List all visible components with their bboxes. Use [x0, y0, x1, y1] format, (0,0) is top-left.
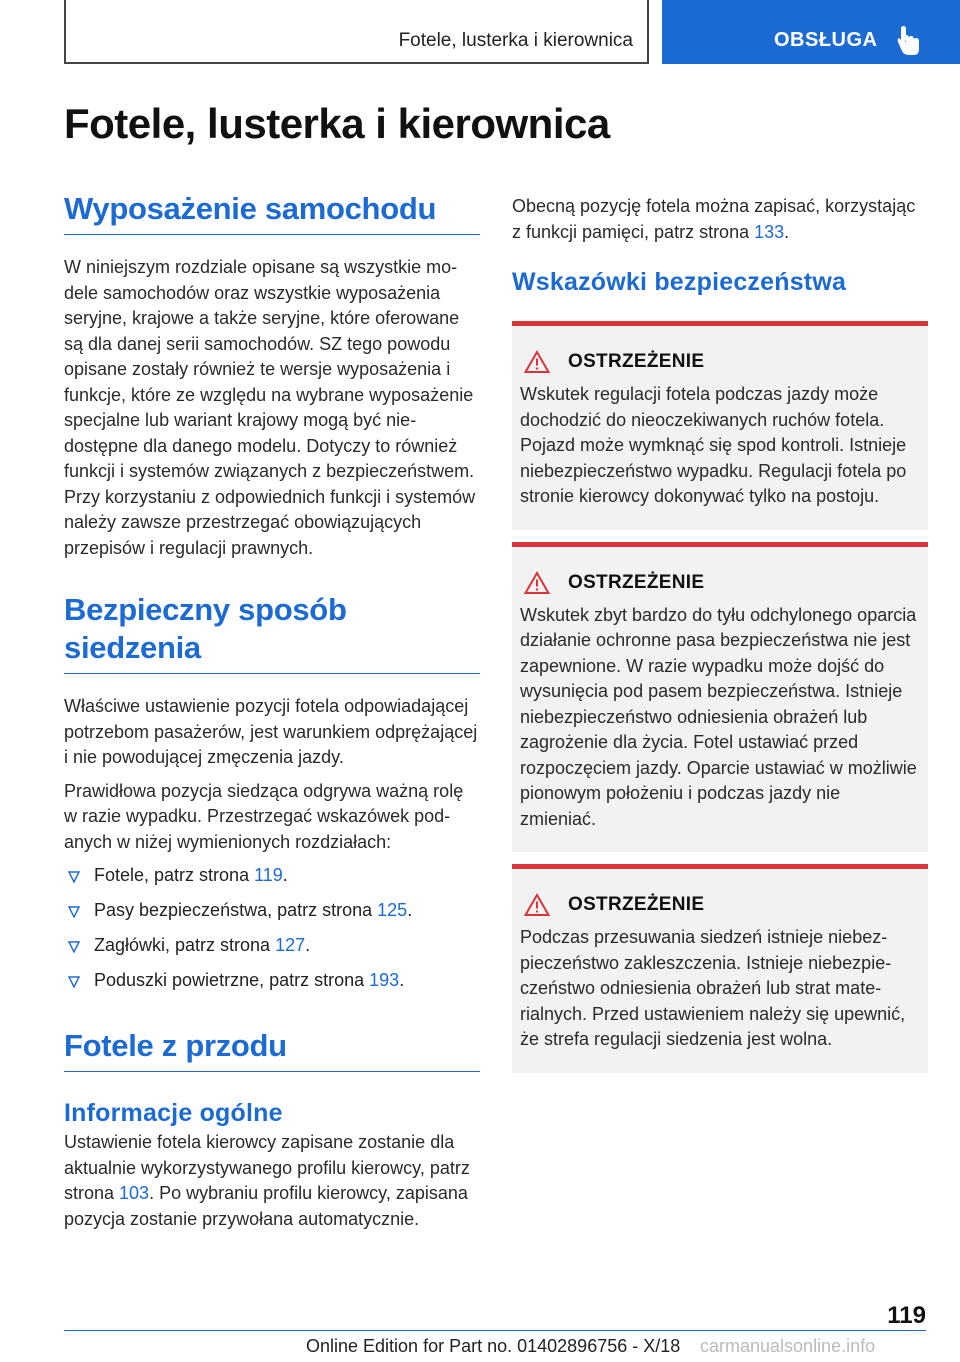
header-tab-label: OBSŁUGA: [774, 29, 878, 51]
warning-title: OSTRZEŻENIE: [568, 571, 705, 593]
footer-edition: Online Edition for Part no. 01402896756 - X/18: [306, 1336, 681, 1356]
list-item: Pasy bezpieczeństwa, patrz strona 125.: [64, 898, 480, 923]
triangle-bullet-icon: [68, 941, 80, 953]
warning-title: OSTRZEŻENIE: [568, 351, 705, 372]
section-heading-equipment: Wyposażenie samochodu: [64, 190, 480, 235]
equipment-paragraph: W niniejszym rozdziale opisane są wszystkie modele samochodów oraz wszystkie wyposażenia seryjne, krajowe a także seryjne, które oferowane są dla danej serii samochodów. SZ tego powodu opisane zostały również te wersje wyposażenia i funkcje, które ze względu na wybrane wyposażenie specjalne lub wariant krajowy mogą być niedostępne dla danego modelu. Dotyczy to również funkcji i systemów związanych z bezpieczeństwem. Przy korzystaniu z odpowiednich funkcji i systemów należy zawsze przestrzegać obowiązujących przepisów i regulacji prawnych.: [64, 257, 476, 558]
list-item: Fotele, patrz strona 119.: [64, 863, 480, 888]
page-number: 119: [887, 1302, 926, 1329]
page-link[interactable]: 125: [377, 900, 408, 920]
warning-text: Podczas przesuwania siedzeń istnieje niebezpieczeństwo zakleszczenia. Istnieje niebezpieczeństwo odniesienia obrażeń lub strat materialnych. Przed ustawieniem należy się upewnić, że strefa regulacji siedzenia jest wolna.: [520, 927, 906, 1049]
warning-text: Wskutek zbyt bardzo do tyłu odchylonego oparcia działanie ochronne pasa bezpieczeństwa nie jest zapewnione. W razie wypadku może dojść do wysunięcia pod pasem bezpieczeństwa. Istnieje niebezpieczeństwo odniesienia obrażeń lub zagrożenie dla życia. Fotel ustawiać przed rozpoczęciem jazdy. Oparcie ustawiać w możliwie pionowym położeniu i podczas jazdy nie zmieniać.: [520, 604, 917, 829]
left-column: [64, 190, 480, 1240]
warning-text: Wskutek regulacji fotela podczas jazdy może dochodzić do nieoczekiwanych ruchów fotela. Pojazd może wymknąć się spod kontroli. Istnieje niebezpieczeństwo wypadku. Regulacji fotela po stronie kierowcy dokonywać tylko na postoju.: [520, 384, 907, 506]
watermark: carmanualsonline.info: [700, 1336, 876, 1356]
hand-pointer-icon: [894, 24, 922, 56]
right-column: [512, 190, 928, 1083]
safe-seating-paragraph-1: Właściwe ustawienie pozycji fotela odpowiadającej potrzebom pasażerów, jest warunkiem odprężającej i nie powodującej zmęczenia jazdy.: [64, 696, 478, 767]
page-link[interactable]: 119: [254, 865, 283, 885]
list-item: Zagłówki, patrz strona 127.: [64, 933, 480, 958]
header-section-title: Fotele, lusterka i kierownica: [398, 30, 633, 51]
triangle-bullet-icon: [68, 871, 80, 883]
section-heading-safe-seating: Bezpieczny sposób siedzenia: [64, 591, 480, 674]
warning-box: [512, 542, 928, 853]
warning-title: OSTRZEŻENIE: [568, 894, 705, 915]
safe-seating-paragraph-2: Prawidłowa pozycja siedząca odgrywa ważną rolę w razie wypadku. Przestrzegać wskazówek podanych w niżej wymienionych rozdziałach:: [64, 780, 464, 852]
warning-box: [512, 321, 928, 530]
footer-divider: [64, 1330, 926, 1331]
subheading-safety-notes: Wskazówki bezpieczeństwa: [512, 268, 847, 296]
subheading-general-info: Informacje ogólne: [64, 1099, 283, 1127]
page-link[interactable]: 133: [754, 221, 785, 242]
warning-triangle-icon: [524, 350, 550, 374]
memory-paragraph: Obecną pozycję fotela można zapisać, korzystając z funkcji pamięci, patrz strona 133.: [512, 196, 916, 242]
section-heading-front-seats: Fotele z przodu: [64, 1027, 480, 1072]
warning-triangle-icon: [524, 571, 550, 595]
page-link[interactable]: 193: [369, 970, 400, 990]
triangle-bullet-icon: [68, 976, 80, 988]
warning-box: [512, 864, 928, 1073]
front-seats-paragraph: Ustawienie fotela kierowcy zapisane zostanie dla aktualnie wykorzystywanego profilu kierowcy, patrz strona 103. Po wybraniu profilu kierowcy, zapisana pozycja zostanie przywołana automatycznie.: [64, 1132, 470, 1229]
triangle-bullet-icon: [68, 906, 80, 918]
page-title: Fotele, lusterka i kierownica: [64, 100, 610, 147]
warning-triangle-icon: [524, 893, 550, 917]
list-item: Poduszki powietrzne, patrz strona 193.: [64, 968, 480, 993]
page-link[interactable]: 103: [119, 1183, 150, 1203]
header-section-box: [64, 0, 649, 64]
reference-list: [64, 863, 480, 993]
page-link[interactable]: 127: [275, 935, 306, 955]
header-tab-obsluga[interactable]: [662, 0, 960, 64]
